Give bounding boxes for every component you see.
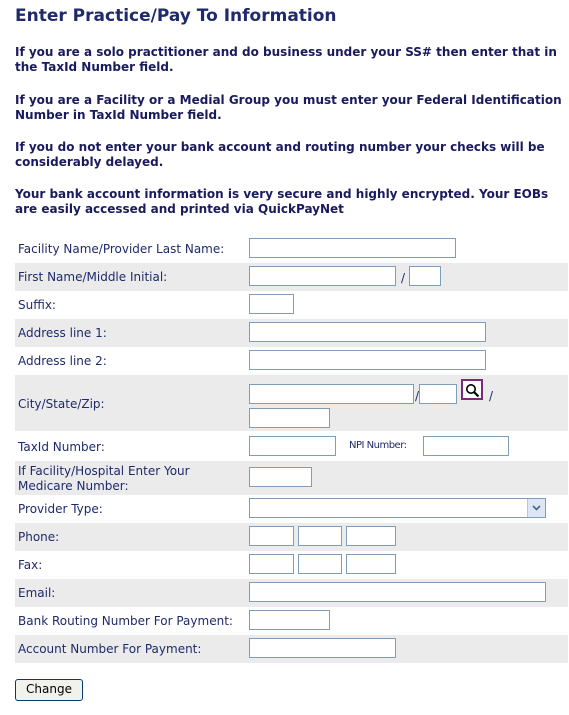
- row-medicare: [15, 461, 568, 495]
- address2-input[interactable]: [249, 350, 486, 370]
- row-address-1: [15, 319, 568, 347]
- city-input[interactable]: [249, 384, 414, 404]
- fax-prefix-input[interactable]: [298, 554, 342, 574]
- row-facility-name: [15, 235, 568, 263]
- row-phone: [15, 523, 568, 551]
- row-first-name: [15, 263, 568, 291]
- intro-facility-group: If you are a Facility or a Medial Group you must enter your Federal Identification Number in TaxId Number field.: [15, 93, 562, 122]
- phone-area-code-input[interactable]: [249, 526, 294, 546]
- first-name-label: First Name/Middle Initial:: [18, 270, 168, 284]
- row-provider-type: [15, 495, 568, 523]
- first-name-input[interactable]: [249, 266, 396, 286]
- provider-type-dropdown-button[interactable]: [527, 499, 545, 517]
- middle-initial-input[interactable]: [409, 266, 441, 286]
- phone-label: Phone:: [18, 530, 60, 544]
- phone-line-input[interactable]: [346, 526, 396, 546]
- account-number-label: Account Number For Payment:: [18, 642, 202, 656]
- facility-name-input[interactable]: [249, 238, 456, 258]
- row-address-2: [15, 347, 568, 375]
- intro-security: Your bank account information is very secure and highly encrypted. Your EOBs are easily accessed and printed via QuickPayNet: [15, 187, 549, 216]
- suffix-label: Suffix:: [18, 298, 56, 312]
- fax-area-code-input[interactable]: [249, 554, 294, 574]
- address1-input[interactable]: [249, 322, 486, 342]
- taxid-label: TaxId Number:: [18, 440, 105, 454]
- page-title: Enter Practice/Pay To Information: [15, 6, 337, 26]
- provider-type-select[interactable]: [249, 498, 546, 518]
- npi-label: NPI Number:: [349, 440, 407, 451]
- city-state-separator: /: [415, 389, 420, 403]
- city-state-zip-label: City/State/Zip:: [18, 397, 105, 411]
- row-fax: [15, 551, 568, 579]
- facility-name-label: Facility Name/Provider Last Name:: [18, 242, 225, 256]
- zip-input[interactable]: [249, 408, 330, 428]
- row-email: [15, 579, 568, 607]
- suffix-input[interactable]: [249, 294, 294, 314]
- account-number-input[interactable]: [249, 638, 396, 658]
- fax-label: Fax:: [18, 558, 43, 572]
- state-zip-separator: /: [489, 389, 494, 403]
- address2-label: Address line 2:: [18, 354, 107, 368]
- medicare-input[interactable]: [249, 467, 312, 487]
- taxid-input[interactable]: [249, 436, 336, 456]
- medicare-label: If Facility/Hospital Enter Your Medicare Number:: [18, 464, 190, 493]
- row-city-state-zip: [15, 375, 568, 431]
- change-button[interactable]: Change: [15, 679, 83, 701]
- npi-input[interactable]: [423, 436, 509, 456]
- fax-line-input[interactable]: [346, 554, 396, 574]
- row-account-number: [15, 635, 568, 663]
- phone-prefix-input[interactable]: [298, 526, 342, 546]
- row-taxid: [15, 431, 568, 461]
- intro-solo-practitioner: If you are a solo practitioner and do business under your SS# then enter that in the TaxId Number field.: [15, 45, 557, 74]
- address1-label: Address line 1:: [18, 326, 107, 340]
- email-input[interactable]: [249, 582, 546, 602]
- row-suffix: [15, 291, 568, 319]
- state-input[interactable]: [419, 384, 457, 404]
- routing-number-label: Bank Routing Number For Payment:: [18, 614, 233, 628]
- chevron-down-icon: [532, 505, 541, 511]
- row-routing-number: [15, 607, 568, 635]
- state-lookup-button[interactable]: [461, 379, 483, 400]
- magnifier-icon: [465, 383, 480, 398]
- provider-type-label: Provider Type:: [18, 502, 103, 516]
- name-separator: /: [401, 271, 406, 285]
- intro-bank-delay: If you do not enter your bank account and routing number your checks will be considerably delayed.: [15, 140, 545, 169]
- routing-number-input[interactable]: [249, 610, 330, 630]
- email-label: Email:: [18, 586, 56, 600]
